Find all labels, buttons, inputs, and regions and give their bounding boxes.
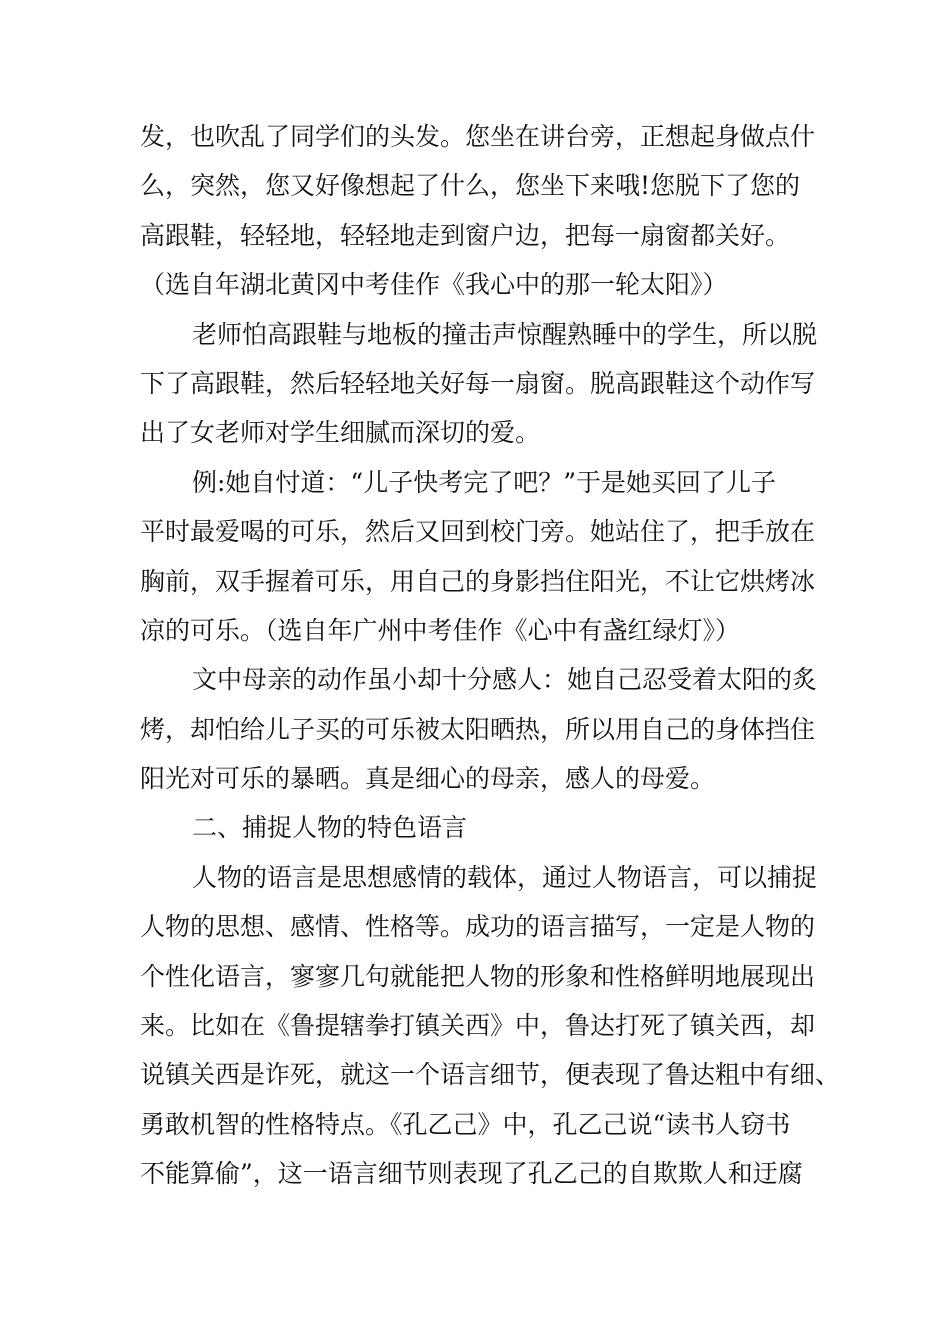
text-line: 阳光对可乐的暴晒。真是细心的母亲，感人的母爱。 xyxy=(140,764,716,794)
text-line: 勇敢机智的性格特点。《孔乙己》中，孔乙己说“读书人窃书 xyxy=(140,1109,791,1139)
text-line: 凉的可乐。（选自年广州中考佳作《心中有盏红绿灯》） xyxy=(140,615,741,645)
text-line: （选自年湖北黄冈中考佳作《我心中的那一轮太阳》） xyxy=(140,270,728,300)
text-line: 来。比如在《鲁提辖拳打镇关西》中，鲁达打死了镇关西，却 xyxy=(140,1011,816,1041)
text-line: 文中母亲的动作虽小却十分感人：她自己忍受着太阳的炙 xyxy=(192,665,818,695)
text-line: 例:她自忖道：“儿子快考完了吧？”于是她买回了儿子 xyxy=(192,467,776,497)
text-line: 个性化语言，寥寥几句就能把人物的形象和性格鲜明地展现出 xyxy=(140,961,816,991)
text-line: 烤，却怕给儿子买的可乐被太阳晒热，所以用自己的身体挡住 xyxy=(140,714,816,744)
text-line: 平时最爱喝的可乐，然后又回到校门旁。她站住了，把手放在 xyxy=(140,517,816,547)
text-line: 人物的语言是思想感情的载体，通过人物语言，可以捕捉 xyxy=(192,862,818,892)
text-line: 么，突然，您又好像想起了什么，您坐下来哦!您脱下了您的 xyxy=(140,171,801,201)
text-line: 发，也吹乱了同学们的头发。您坐在讲台旁，正想起身做点什 xyxy=(140,122,816,151)
text-line: 二、捕捉人物的特色语言 xyxy=(192,813,468,843)
text-line: 胸前，双手握着可乐，用自己的身影挡住阳光，不让它烘烤冰 xyxy=(140,566,816,596)
text-line: 人物的思想、感情、性格等。成功的语言描写，一定是人物的 xyxy=(140,912,816,942)
body-text xyxy=(140,112,840,1199)
text-line: 不能算偷”，这一语言细节则表现了孔乙己的自欺欺人和迂腐 xyxy=(140,1159,803,1189)
text-line: 老师怕高跟鞋与地板的撞击声惊醒熟睡中的学生，所以脱 xyxy=(192,319,818,349)
text-line: 高跟鞋，轻轻地，轻轻地走到窗户边，把每一扇窗都关好。 xyxy=(140,220,791,250)
text-line: 说镇关西是诈死，就这一个语言细节，便表现了鲁达粗中有细、 xyxy=(140,1060,841,1090)
text-line: 出了女老师对学生细腻而深切的爱。 xyxy=(140,418,541,448)
text-line: 下了高跟鞋，然后轻轻地关好每一扇窗。脱高跟鞋这个动作写 xyxy=(140,368,816,398)
